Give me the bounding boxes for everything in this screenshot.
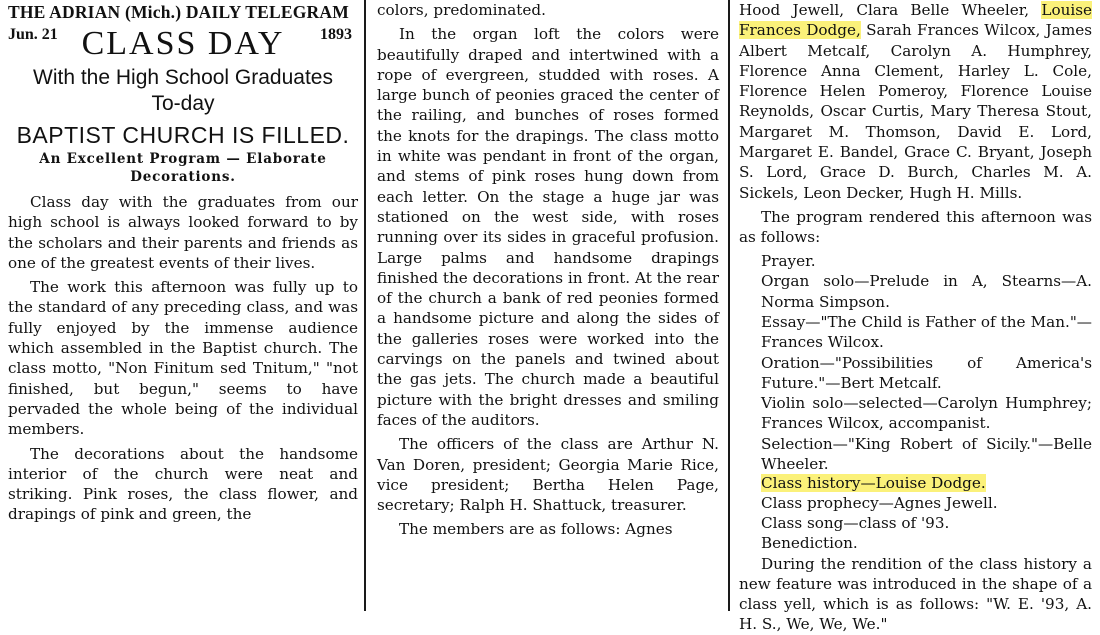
dateline	[8, 23, 358, 45]
article-paragraph: The officers of the class are Arthur N. Van Doren, president; Georgia Marie Rice, vice president; Bertha Helen Page, secretary; Ralph H. Shattuck, treasurer.	[377, 435, 719, 515]
column-rule	[364, 0, 366, 611]
member-list-start: Hood Jewell, Clara Belle Wheeler,	[739, 1, 1030, 19]
issue-year: 1893	[320, 26, 352, 43]
column-rule	[728, 0, 730, 611]
program-item: Organ solo—Prelude in A, Stearns—A. Norma Simpson.	[761, 272, 1092, 311]
highlighted-name: Louise Frances Dodge,	[739, 1, 1093, 40]
program-item: Benediction.	[761, 533, 858, 552]
program-item: Selection—"King Robert of Sicily."—Belle Wheeler.	[761, 434, 1092, 474]
headline-subhead: BAPTIST CHURCH IS FILLED.	[16, 122, 350, 148]
headline-subdeck: An Excellent Program — Elaborate Decorations.	[39, 151, 327, 185]
column-1	[0, 0, 364, 611]
article-paragraph: colors, predominated.	[377, 1, 546, 19]
program-intro: The program rendered this afternoon was as follows:	[739, 207, 1092, 247]
program-item-highlighted	[761, 474, 1092, 494]
program-list	[739, 252, 1092, 554]
headline-deck: With the High School Graduates	[33, 66, 333, 89]
masthead: THE ADRIAN (Mich.) DAILY TELEGRAM	[8, 2, 349, 22]
column-3	[731, 0, 1100, 634]
article-paragraph: The work this afternoon was fully up to the standard of any preceding class, and was fully enjoyed by the immense audience which assembled in the Baptist church. The class motto, "Non Finitum sed Tnitum," "not finished, but begun," seems to have pervaded the whole being of the individual members.	[8, 278, 358, 439]
headline-deck: To-day	[151, 92, 215, 115]
article-paragraph: The members are as follows: Agnes	[399, 520, 673, 539]
program-item: Essay—"The Child is Father of the Man."—Frances Wilcox.	[761, 312, 1092, 352]
article-paragraph: Class day with the graduates from our high school is always looked forward to by the scholars and their parents and friends as one of the greatest events of their lives.	[8, 193, 358, 272]
program-item: Class song—class of '93.	[761, 513, 950, 532]
headline-title: CLASS DAY	[81, 25, 285, 62]
program-item: Prayer.	[761, 251, 816, 270]
column-2	[367, 0, 727, 611]
program-item: Violin solo—selected—Carolyn Humphrey; Frances Wilcox, accompanist.	[761, 394, 1092, 433]
member-list	[739, 0, 1092, 203]
article-paragraph: The decorations about the handsome interior of the church were neat and striking. Pink roses, the class flower, and drapings of pink and green, the	[8, 444, 358, 524]
member-list-rest: Sarah Frances Wilcox, James Albert Metcalf, Carolyn A. Humphrey, Florence Anna Clement, Harley L. Cole, Florence Helen Pomeroy, Florence Louise Reynolds, Oscar Curtis, Mary Theresa Stout, Margaret M. Thomson, David E. Lord, Margaret E. Bandel, Grace C. Bryant, Joseph S. Lord, Grace D. Burch, Charles M. A. Sickels, Leon Decker, Hugh H. Mills.	[739, 21, 1093, 202]
program-item: Class prophecy—Agnes Jewell.	[761, 494, 998, 513]
issue-date: Jun. 21	[8, 26, 58, 43]
article-paragraph: During the rendition of the class history a new feature was introduced in the shape of a class yell, which is as follows: "W. E. '93, A. H. S., We, We, We."	[739, 554, 1092, 634]
program-item: Oration—"Possibilities of America's Future."—Bert Metcalf.	[761, 353, 1092, 392]
article-paragraph: In the organ loft the colors were beautifully draped and intertwined with a rope of evergreen, studded with roses. A large bunch of peonies graced the center of the railing, and bunches of roses formed the knots for the drapings. The class motto in white was pendant in front of the organ, and stems of pink roses hung down from each letter. On the stage a huge jar was stationed on the west side, with roses running over its sides in graceful profusion. Large palms and handsome drapings finished the decorations in front. At the rear of the church a bank of red peonies formed a handsome picture and along the sides of the galleries roses were worked into the carvings on the panels and twined about the gas jets. The church made a beautiful picture with the bright dresses and smiling faces of the auditors.	[377, 25, 719, 429]
highlighted-program-item: Class history—Louise Dodge.	[761, 474, 986, 493]
